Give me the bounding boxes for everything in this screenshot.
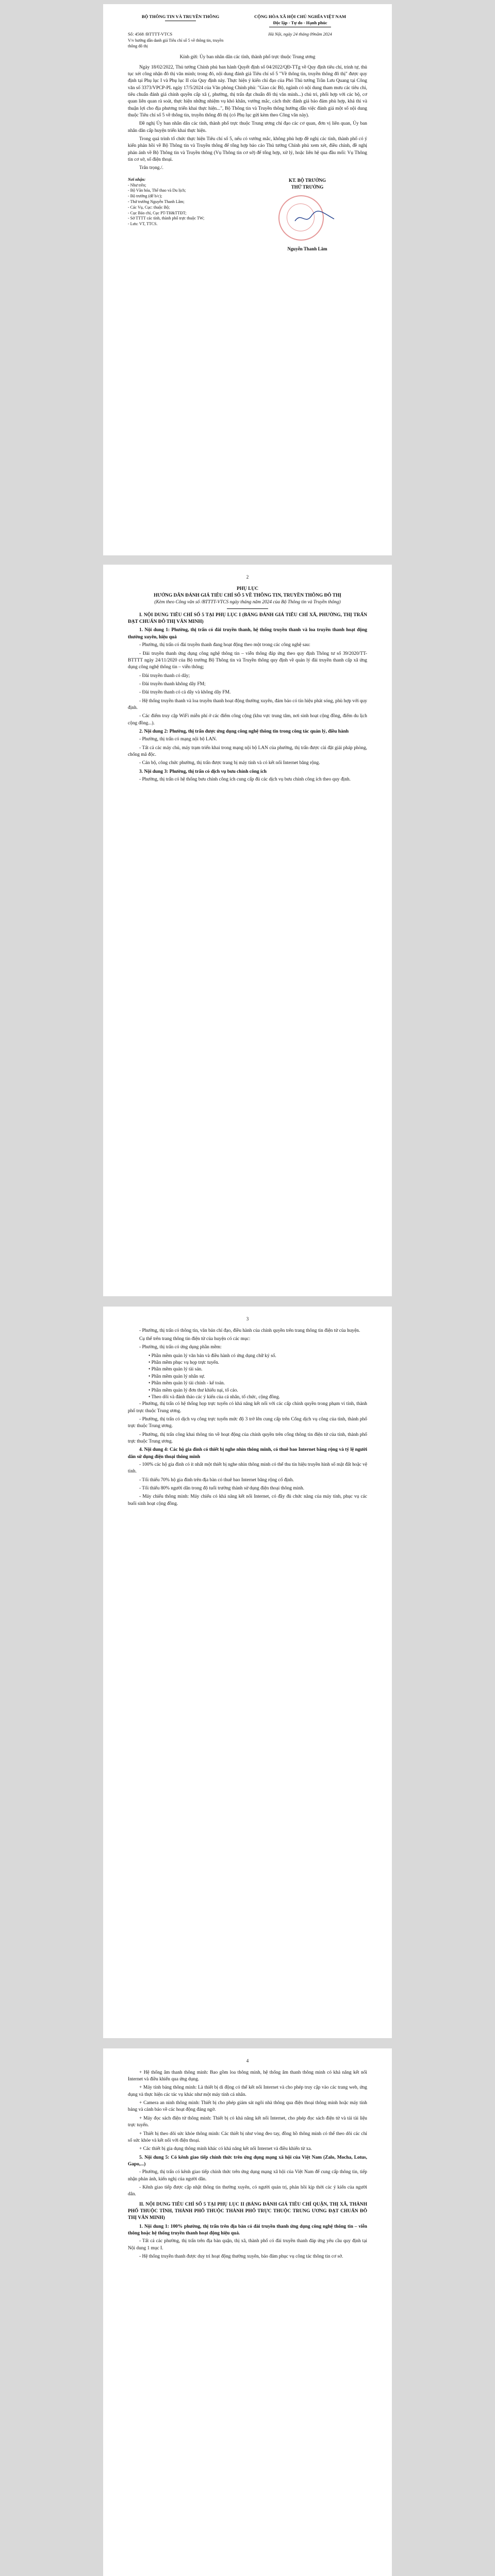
signer-title: KT. BỘ TRƯỞNG <box>288 177 326 183</box>
list-item: • Phần mềm quản lý tài sản. <box>148 1367 203 1372</box>
body-paragraph: - Đài truyền thanh có dây; <box>139 673 190 679</box>
body-paragraph: - Tất cả các máy chủ, máy trạm triển khai trong mạng nội bộ LAN của phường, thị trấn được cài đặt giải pháp phòng, chống mã độc. <box>128 745 367 757</box>
subsection-heading: 2. Nội dung 2: Phường, thị trấn được ứng dụng công nghệ thông tin trong công tác quản lý, điều hành <box>139 728 349 734</box>
body-paragraph: + Hệ thống âm thanh thông minh: Bao gồm loa thông minh, hệ thống âm thanh thông minh có khả năng kết nối Internet và điều khiển qua ứng dụng. <box>128 2070 367 2082</box>
body-paragraph: + Máy tính bảng thông minh: Là thiết bị di động có thể kết nối Internet và cho phép truy cập vào các trang web, ứng dụng và thực hiện các tác vụ khác như một máy tính cá nhân. <box>128 2085 367 2097</box>
body-paragraph: - Kênh giao tiếp được cập nhật thông tin thường xuyên, có người quản trị, phản hồi kịp thời các ý kiến của người dân. <box>128 2184 367 2197</box>
document-number: Số: 4568 /BTTTT-VTCS <box>128 31 173 37</box>
body-paragraph: - Hệ thống truyền thanh và loa truyền thanh hoạt động thường xuyên, đảm bảo có tín hiệu phát sóng, phù hợp với quy định. <box>128 698 367 710</box>
section-heading: II. NỘI DUNG TIÊU CHÍ SỐ 5 TẠI PHỤ LỤC II (BẢNG ĐÁNH GIÁ TIÊU CHÍ QUẬN, THỊ XÃ, THÀNH PHỐ THUỘC TỈNH, THÀNH PHỐ THUỘC THÀNH PHỐ TRỰC THUỘC TRUNG ƯƠNG ĐẠT CHUẨN ĐÔ THỊ VĂN MINH) <box>128 2201 367 2221</box>
subsection-heading: 3. Nội dung 3: Phường, thị trấn có dịch vụ bưu chính công ích <box>139 769 267 774</box>
body-paragraph: Trong quá trình tổ chức thực hiện Tiêu chí số 5, nếu có vướng mắc, không phù hợp đề nghị các tỉnh, thành phố có ý kiến phản hồi về Bộ Thông tin và Truyền thông để tổng hợp báo cáo Thủ tướng Chính phủ xem xét, điều chỉnh, đề nghị phản ánh về Bộ Thông tin và Truyền thông (Vụ Thông tin cơ sở) để tổng hợp, xử lý, hoặc liên hệ qua đầu mối: Vụ Thông tin cơ sở, số điện thoại. <box>128 137 367 163</box>
document-header <box>128 13 367 29</box>
body-paragraph: - Phường, thị trấn công khai thông tin về hoạt động của chính quyền trên cổng thông tin điện tử của tỉnh, thành phố trực thuộc Trung ương. <box>128 1432 367 1444</box>
body-paragraph: + Các thiết bị gia dụng thông minh khác có khả năng kết nối Internet và điều khiển từ xa. <box>139 2146 312 2152</box>
body-paragraph: + Thiết bị theo dõi sức khỏe thông minh: Các thiết bị như vòng đeo tay, đồng hồ thông minh có thể theo dõi các chỉ số sức khỏe và kết nối với điện thoại. <box>128 2131 367 2143</box>
signer-role: THỨ TRƯỞNG <box>291 184 324 190</box>
recipient-item: - Sở TTTT các tỉnh, thành phố trực thuộc TW; <box>128 216 205 221</box>
appendix-subtitle: (Kèm theo Công văn số /BTTTT-VTCS ngày tháng năm 2024 của Bộ Thông tin và Truyền thông) <box>154 600 341 605</box>
recipient-item: - Như trên; <box>128 182 146 188</box>
signature-section <box>128 177 367 252</box>
recipient-item: - Các Vụ, Cục: thuộc Bộ; <box>128 205 170 210</box>
list-item: • Phần mềm quản lý nhân sự. <box>148 1374 205 1379</box>
section-heading: I. NỘI DUNG TIÊU CHÍ SỐ 5 TẠI PHỤ LỤC I (BẢNG ĐÁNH GIÁ TIÊU CHÍ XÃ, PHƯỜNG, THỊ TRẤN ĐẠT CHUẨN ĐÔ THỊ VĂN MINH) <box>128 612 367 625</box>
body-paragraph: - Phường, thị trấn có dịch vụ công trực tuyến mức độ 3 trở lên cung cấp trên Cổng dịch vụ công của tỉnh, thành phố trực thuộc Trung ương. <box>128 1416 367 1429</box>
body-paragraph: - Phường, thị trấn có mạng nội bộ LAN. <box>139 737 217 742</box>
recipients-title: Nơi nhận: <box>128 177 146 182</box>
appendix-label: PHỤ LỤC <box>237 586 258 591</box>
recipient-item: - Lưu: VT, TTCS. <box>128 222 158 227</box>
signer-block <box>248 177 367 252</box>
appendix-title: HƯỚNG DẪN ĐÁNH GIÁ TIÊU CHÍ SỐ 5 VỀ THÔNG TIN, TRUYỀN THÔNG ĐÔ THỊ <box>154 593 341 599</box>
body-paragraph: - Đài truyền thanh không dây FM; <box>139 681 206 687</box>
recipient-item: - Cục Báo chí, Cục PT-TH&TTĐT; <box>128 210 187 215</box>
body-paragraph: Cụ thể trên trang thông tin điện tử của huyện có các mục: <box>139 1336 251 1342</box>
subsection-heading: 1. Nội dung 1: Phường, thị trấn có đài truyền thanh, hệ thống truyền thanh và loa truyền thanh hoạt động thường xuyên, hiệu quả <box>128 628 367 640</box>
ministry-name: BỘ THÔNG TIN VÀ TRUYỀN THÔNG <box>141 14 220 19</box>
recipient-item: - Bộ Văn hóa, Thể thao và Du lịch; <box>128 188 186 193</box>
closing-line: Trân trọng./. <box>139 165 163 171</box>
document-page-1 <box>103 4 392 555</box>
republic-name: CỘNG HÒA XÃ HỘI CHỦ NGHĨA VIỆT NAM <box>254 14 346 19</box>
body-paragraph: Ngày 18/02/2022, Thủ tướng Chính phủ ban hành Quyết định số 04/2022/QĐ-TTg về Quy định tiêu chí, trình tự, thủ tục xét công nhận đô thị văn minh; trong đó, nội dung đánh giá Tiêu chí số 5 "Về thông tin, truyền thông đô thị" được quy định tại Phụ lục I và Phụ lục II của Quy định này. Thực hiện ý kiến chỉ đạo của Phó Thủ tướng Trần Lưu Quang tại Công văn số 3373/VPCP-PL ngày 17/5/2024 của Văn phòng Chính phủ: "Giao các Bộ, ngành có nội dung tham mưu các tiêu chí, tiêu chuẩn đánh giá chính quyền cấp xã (, phường, thị trấn đạt chuẩn đô thị văn minh...) chủ trì, phối hợp với các bộ, cơ quan liên quan rà soát, thực hiện những nhiệm vụ khó khăn, vướng mắc, cách thức đánh giá bảo đảm phù hợp, khả thi và thuận lợi cho địa phương triển khai thực hiện...", Bộ Thông tin và Truyền thông hướng dẫn việc đánh giá một số nội dung thuộc Tiêu chí số 5 về thông tin, truyền thông đô thị (có Phụ lục gửi kèm theo Công văn này). <box>128 64 367 118</box>
list-item: • Phần mềm quản lý đơn thư khiếu nại, tố cáo. <box>148 1387 238 1393</box>
body-paragraph: - Các điểm truy cập WiFi miễn phí ở các điểm công cộng (khu vực trung tâm, nơi sinh hoạt cộng đồng, điểm du lịch cộng đồng...). <box>128 714 367 726</box>
list-item: • Theo dõi và đánh thảo các ý kiến của cá nhân, tổ chức, cộng đồng. <box>148 1394 280 1400</box>
subsection-heading: 5. Nội dung 5: Có kênh giao tiếp chính thức trên ứng dụng mạng xã hội của Việt Nam (Zalo, Mocha, Lotus, Gapo,...) <box>128 2155 367 2167</box>
title-divider <box>227 608 268 609</box>
recipient-item: - Bộ trưởng (để b/c); <box>128 194 162 199</box>
national-motto: Độc lập - Tự do - Hạnh phúc <box>273 20 327 26</box>
signature-icon <box>294 210 335 225</box>
signer-name: Nguyễn Thanh Lâm <box>287 246 327 252</box>
body-paragraph: - Phường, thị trấn có hệ thống họp trực tuyến có khả năng kết nối với các cấp chính quyền trong phạm vi tỉnh, thành phố trực thuộc Trung ương. <box>128 1401 367 1414</box>
list-item: • Phần mềm phục vụ họp trực tuyến. <box>148 1360 219 1366</box>
body-paragraph: - Máy chiếu thông minh: Máy chiếu có khả năng kết nối Internet, có đầy đủ chức năng của máy tính, phục vụ các buổi sinh hoạt cộng đồng. <box>128 1494 367 1506</box>
body-paragraph: - Đài truyền thanh ứng dụng công nghệ thông tin – viễn thông đáp ứng theo quy định Thông tư số 39/2020/TT-BTTTT ngày 24/11/2020 của Bộ trưởng Bộ Thông tin và Truyền thông quy định về quản lý đài truyền thanh cấp xã ứng dụng công nghệ thông tin – viễn thông; <box>128 651 367 670</box>
addressee: Kính gửi: Ủy ban nhân dân các tỉnh, thành phố trực thuộc Trung ương <box>179 55 316 60</box>
issuer-block <box>128 13 233 29</box>
page-number: 2 <box>246 574 249 580</box>
body-paragraph: - Tối thiểu 70% hộ gia đình trên địa bàn có thuê bao Internet băng rộng cố định. <box>139 1477 294 1483</box>
body-paragraph: - Tối thiểu 80% người dân trong độ tuổi trưởng thành sử dụng điện thoại thông minh. <box>139 1485 305 1491</box>
body-paragraph: + Máy đọc sách điện tử thông minh: Thiết bị có khả năng kết nối Internet, cho phép đọc sách điện tử và tải tài liệu trực tuyến. <box>128 2115 367 2128</box>
list-item: • Phần mềm quản lý văn bản và điều hành có ứng dụng chữ ký số. <box>148 1353 276 1359</box>
list-item: • Phần mềm quản lý tài chính - kế toán. <box>148 1381 225 1386</box>
recipients-list <box>128 177 233 252</box>
signature-area <box>248 192 367 244</box>
body-paragraph: - Phường, thị trấn có ứng dụng phần mềm: <box>139 1345 222 1350</box>
body-paragraph: - Phường, thị trấn có kênh giao tiếp chính thức trên ứng dụng mạng xã hội của Việt Nam để cung cấp thông tin, tiếp nhận phản ánh, kiến nghị của người dân. <box>128 2170 367 2182</box>
page-number: 3 <box>246 1316 249 1321</box>
subsection-heading: 4. Nội dung 4: Các hộ gia đình có thiết bị nghe nhìn thông minh, có thuê bao Internet băng rộng và tỷ lệ người dân sử dụng điện thoại thông minh <box>128 1447 367 1460</box>
document-meta <box>128 31 367 49</box>
subsection-heading: 1. Nội dung 1: 100% phường, thị trấn trên địa bàn có đài truyền thanh ứng dụng công nghệ thông tin – viễn thông hoặc hệ thống truyền thanh hoạt động hiệu quả. <box>128 2224 367 2236</box>
body-paragraph: Đề nghị Ủy ban nhân dân các tỉnh, thành phố trực thuộc Trung ương chỉ đạo các cơ quan, đơn vị liên quan, Ủy ban nhân dân cấp huyện triển khai thực hiện. <box>128 121 367 133</box>
document-page-3 <box>103 1307 392 2038</box>
body-paragraph: + Camera an ninh thông minh: Thiết bị cho phép giám sát ngôi nhà thông qua điện thoại thông minh hoặc máy tính bảng và cảnh báo về các hoạt động đáng ngờ. <box>128 2100 367 2113</box>
document-page-4 <box>103 2048 392 2576</box>
document-subject: V/v hướng dẫn danh giá Tiêu chí số 5 về thông tin, truyền thông đô thị <box>128 38 224 48</box>
body-paragraph: - Phường, thị trấn có thông tin, văn bản chỉ đạo, điều hành của chính quyền trên trang thông tin điện tử của huyện. <box>139 1328 360 1333</box>
body-paragraph: - Phường, thị trấn có hệ thống bưu chính công ích cung cấp đủ các dịch vụ bưu chính công ích theo quy định. <box>139 777 351 783</box>
body-paragraph: - Tất cả các phường, thị trấn trên địa bàn quận, thị xã, thành phố có đài truyền thanh đáp ứng yêu cầu quy định tại Nội dung 1 mục I. <box>128 2239 367 2251</box>
page-number: 4 <box>246 2058 249 2063</box>
body-paragraph: - Phường, thị trấn có đài truyền thanh đang hoạt động theo một trong các công nghệ sau: <box>139 642 310 648</box>
document-page-2 <box>103 565 392 1296</box>
body-paragraph: - Hệ thống truyền thanh được duy trì hoạt động thường xuyên, bảo đảm phục vụ công tác thông tin cơ sở. <box>139 2254 343 2260</box>
national-title-block <box>233 13 367 29</box>
recipient-item: - Thứ trưởng Nguyễn Thanh Lâm; <box>128 199 185 205</box>
body-paragraph: - Đài truyền thanh có cả dây và không dây FM. <box>139 690 231 696</box>
body-paragraph: - 100% các hộ gia đình có ít nhất một thiết bị nghe nhìn thông minh có thể thu tín hiệu truyền hình số mặt đất hoặc vệ tinh. <box>128 1462 367 1475</box>
body-paragraph: - Cán bộ, công chức phường, thị trấn được trang bị máy tính và có kết nối Internet băng rộng. <box>139 760 320 766</box>
place-date: Hà Nội, ngày 24 tháng 09năm 2024 <box>268 31 332 37</box>
